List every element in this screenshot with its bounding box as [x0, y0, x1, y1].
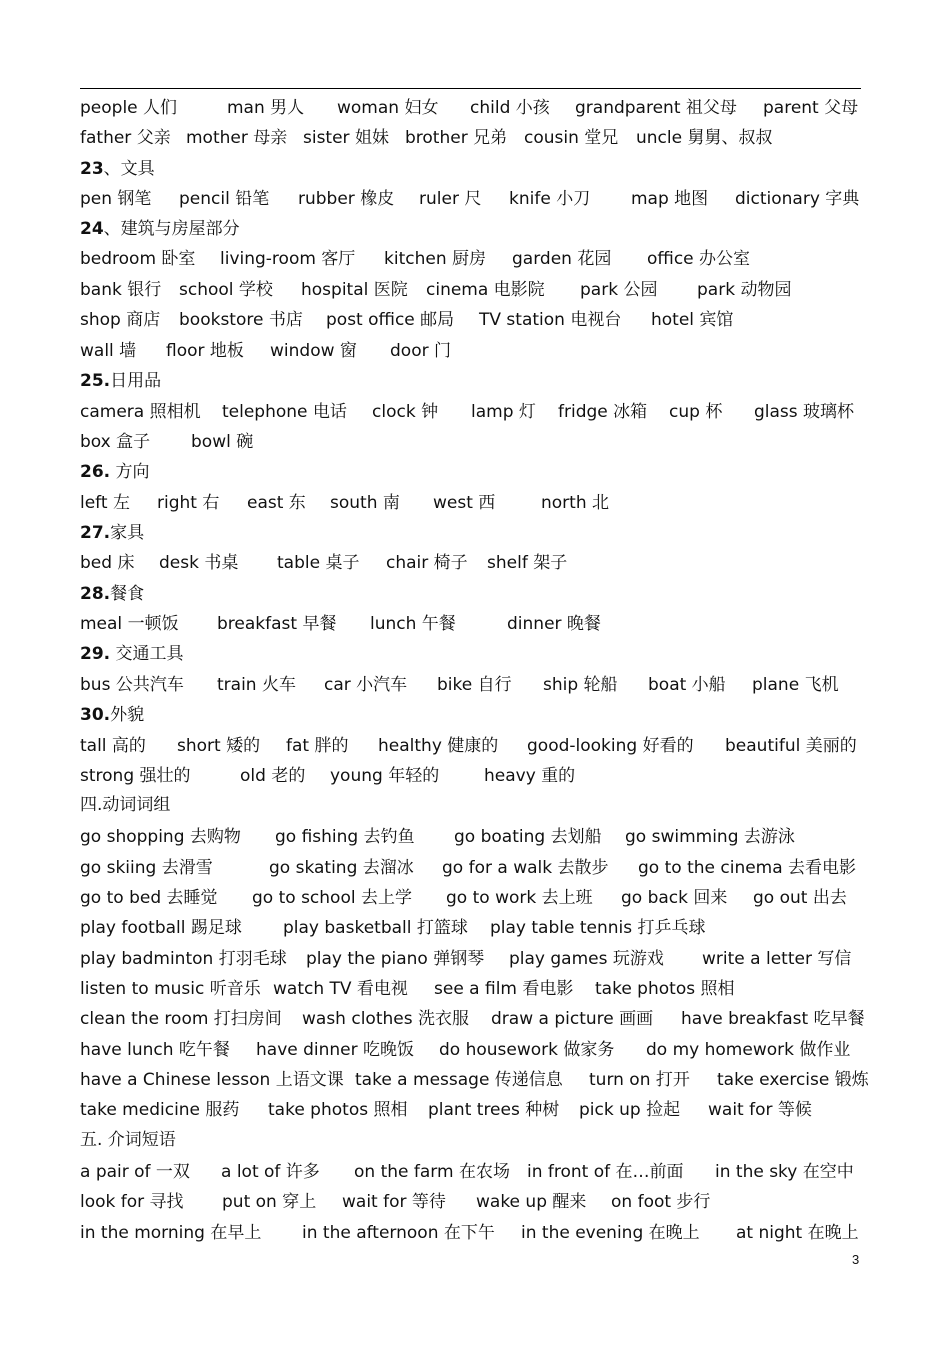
vocab-entry: cup 杯 [669, 402, 723, 422]
vocab-entry: east 东 [247, 493, 306, 513]
vocab-entry: plant trees 种树 [428, 1100, 560, 1120]
vocab-entry: short 矮的 [177, 736, 261, 756]
word-line [80, 612, 870, 636]
vocab-entry: park 动物园 [697, 280, 792, 300]
word-line [80, 734, 870, 758]
section-title: 餐食 [110, 584, 145, 604]
vocab-entry: good-looking 好看的 [527, 736, 694, 756]
vocab-entry: have breakfast 吃早餐 [681, 1009, 865, 1029]
vocab-entry: hotel 宾馆 [651, 310, 734, 330]
vocab-entry: take photos 照相 [595, 979, 735, 999]
vocab-entry: grandparent 祖父母 [575, 98, 737, 118]
section-heading [80, 369, 870, 393]
vocab-entry: knife 小刀 [509, 189, 591, 209]
vocab-entry: rubber 橡皮 [298, 189, 395, 209]
vocab-entry: parent 父母 [763, 98, 859, 118]
vocab-entry: do housework 做家务 [439, 1040, 615, 1060]
vocab-entry: garden 花园 [512, 249, 612, 269]
vocab-entry: go to bed 去睡觉 [80, 888, 218, 908]
word-line [80, 278, 870, 302]
vocab-entry: map 地图 [631, 189, 709, 209]
vocab-entry: camera 照相机 [80, 402, 201, 422]
word-line [80, 1068, 870, 1092]
vocab-entry: bed 床 [80, 553, 135, 573]
section-title: 四.动词词组 [80, 795, 171, 815]
word-line [80, 1190, 870, 1214]
vocab-entry: go shopping 去购物 [80, 827, 241, 847]
vocab-entry: go boating 去划船 [454, 827, 602, 847]
vocab-entry: left 左 [80, 493, 130, 513]
vocab-entry: telephone 电话 [222, 402, 347, 422]
vocab-entry: do my homework 做作业 [646, 1040, 851, 1060]
vocab-entry: mother 母亲 [186, 128, 288, 148]
vocab-entry: in the sky 在空中 [715, 1162, 854, 1182]
vocab-entry: wait for 等候 [708, 1100, 812, 1120]
vocab-entry: kitchen 厨房 [384, 249, 486, 269]
vocab-entry: cinema 电影院 [426, 280, 545, 300]
vocab-entry: a lot of 许多 [221, 1162, 320, 1182]
vocab-entry: bookstore 书店 [179, 310, 303, 330]
section-title: 建筑与房屋部分 [120, 219, 240, 239]
section-heading [80, 793, 870, 817]
vocab-entry: at night 在晚上 [736, 1223, 859, 1243]
vocab-entry: people 人们 [80, 98, 178, 118]
word-line [80, 825, 870, 849]
vocab-entry: shelf 架子 [487, 553, 568, 573]
vocab-entry: healthy 健康的 [378, 736, 499, 756]
vocab-entry: woman 妇女 [337, 98, 439, 118]
word-line [80, 916, 870, 940]
vocab-entry: play basketball 打篮球 [283, 918, 468, 938]
vocab-entry: dictionary 字典 [735, 189, 860, 209]
vocab-entry: put on 穿上 [222, 1192, 317, 1212]
vocab-entry: go to work 去上班 [446, 888, 593, 908]
vocab-entry: brother 兄弟 [405, 128, 508, 148]
vocab-entry: lunch 午餐 [370, 614, 456, 634]
word-line [80, 187, 870, 211]
word-line [80, 126, 870, 150]
vocab-entry: clean the room 打扫房间 [80, 1009, 282, 1029]
vocab-entry: bank 银行 [80, 280, 162, 300]
vocab-entry: breakfast 早餐 [217, 614, 337, 634]
word-line [80, 1221, 870, 1245]
vocab-entry: boat 小船 [648, 675, 726, 695]
vocab-entry: go to school 去上学 [252, 888, 412, 908]
vocab-entry: sister 姐妹 [303, 128, 389, 148]
word-line [80, 1007, 870, 1031]
vocab-entry: desk 书桌 [159, 553, 239, 573]
vocab-entry: young 年轻的 [330, 766, 440, 786]
section-heading [80, 642, 870, 666]
vocab-entry: go for a walk 去散步 [442, 858, 609, 878]
word-line [80, 400, 870, 424]
vocab-entry: take exercise 锻炼 [717, 1070, 869, 1090]
vocab-entry: tall 高的 [80, 736, 146, 756]
vocab-entry: cousin 堂兄 [524, 128, 619, 148]
word-line [80, 430, 870, 454]
section-heading [80, 217, 870, 241]
vocab-entry: watch TV 看电视 [273, 979, 408, 999]
vocab-entry: take photos 照相 [268, 1100, 408, 1120]
section-title: 家具 [110, 523, 145, 543]
section-heading [80, 582, 870, 606]
section-heading [80, 703, 870, 727]
vocab-entry: table 桌子 [277, 553, 360, 573]
vocab-entry: lamp 灯 [471, 402, 536, 422]
vocab-entry: uncle 舅舅、叔叔 [636, 128, 773, 148]
vocab-entry: in the morning 在早上 [80, 1223, 262, 1243]
section-title: 文具 [120, 159, 155, 179]
section-heading [80, 460, 870, 484]
vocab-entry: go back 回来 [621, 888, 728, 908]
vocab-entry: in the afternoon 在下午 [302, 1223, 495, 1243]
word-line [80, 1098, 870, 1122]
vocab-entry: have dinner 吃晚饭 [256, 1040, 415, 1060]
section-heading [80, 157, 870, 181]
vocab-entry: ship 轮船 [543, 675, 618, 695]
vocab-entry: bus 公共汽车 [80, 675, 184, 695]
vocab-entry: go swimming 去游泳 [625, 827, 795, 847]
vocab-entry: look for 寻找 [80, 1192, 184, 1212]
section-number: 30. [80, 705, 111, 725]
vocab-entry: pick up 捡起 [579, 1100, 681, 1120]
vocab-entry: go to the cinema 去看电影 [638, 858, 857, 878]
section-number: 23 [80, 159, 104, 179]
vocab-entry: wall 墙 [80, 341, 137, 361]
vocab-entry: pencil 铅笔 [179, 189, 270, 209]
word-line [80, 308, 870, 332]
word-line [80, 886, 870, 910]
vocab-entry: chair 椅子 [386, 553, 468, 573]
vocab-entry: fat 胖的 [286, 736, 349, 756]
vocab-entry: clock 钟 [372, 402, 439, 422]
section-title: 外貌 [110, 705, 145, 725]
vocab-entry: dinner 晚餐 [507, 614, 601, 634]
vocab-entry: see a film 看电影 [434, 979, 574, 999]
vocab-entry: bike 自行 [437, 675, 512, 695]
word-line [80, 96, 870, 120]
vocab-entry: a pair of 一双 [80, 1162, 190, 1182]
vocab-entry: play games 玩游戏 [509, 949, 664, 969]
word-line [80, 673, 870, 697]
vocab-entry: go out 出去 [753, 888, 847, 908]
vocab-entry: door 门 [390, 341, 451, 361]
vocab-entry: man 男人 [227, 98, 305, 118]
vocab-entry: school 学校 [179, 280, 273, 300]
section-number: 25. [80, 371, 111, 391]
section-heading [80, 1128, 870, 1152]
word-line [80, 1038, 870, 1062]
section-number: 24 [80, 219, 104, 239]
section-title: 日用品 [110, 371, 162, 391]
vocab-entry: floor 地板 [166, 341, 244, 361]
vocab-entry: post office 邮局 [326, 310, 455, 330]
word-line [80, 339, 870, 363]
vocab-entry: play the piano 弹钢琴 [306, 949, 485, 969]
section-number: 28. [80, 584, 111, 604]
vocab-entry: window 窗 [270, 341, 357, 361]
vocab-entry: old 老的 [240, 766, 306, 786]
vocab-entry: strong 强壮的 [80, 766, 191, 786]
vocab-entry: go fishing 去钓鱼 [275, 827, 415, 847]
vocab-entry: south 南 [330, 493, 400, 513]
vocab-entry: right 右 [157, 493, 220, 513]
section-heading [80, 521, 870, 545]
vocab-entry: take medicine 服药 [80, 1100, 240, 1120]
vocab-entry: go skiing 去滑雪 [80, 858, 213, 878]
vocab-entry: meal 一顿饭 [80, 614, 179, 634]
vocab-entry: car 小汽车 [324, 675, 408, 695]
page-number: 3 [852, 1252, 860, 1267]
vocab-entry: go skating 去溜冰 [269, 858, 414, 878]
vocab-entry: box 盒子 [80, 432, 151, 452]
vocab-entry: on foot 步行 [611, 1192, 711, 1212]
vocab-entry: wash clothes 洗衣服 [302, 1009, 469, 1029]
vocab-entry: in the evening 在晚上 [521, 1223, 700, 1243]
vocab-entry: park 公园 [580, 280, 658, 300]
vocab-entry: living-room 客厅 [220, 249, 356, 269]
vocab-entry: on the farm 在农场 [354, 1162, 510, 1182]
vocab-entry: have lunch 吃午餐 [80, 1040, 230, 1060]
vocab-entry: fridge 冰箱 [558, 402, 648, 422]
word-line [80, 977, 870, 1001]
word-line [80, 856, 870, 880]
vocab-entry: take a message 传递信息 [355, 1070, 563, 1090]
section-separator: 、 [103, 219, 121, 239]
section-title: 方向 [115, 462, 150, 482]
vocab-entry: train 火车 [217, 675, 296, 695]
vocab-entry: beautiful 美丽的 [725, 736, 857, 756]
vocab-entry: north 北 [541, 493, 610, 513]
vocab-entry: play badminton 打羽毛球 [80, 949, 287, 969]
section-number: 26. [80, 462, 111, 482]
vocab-entry: wait for 等待 [342, 1192, 446, 1212]
section-title: 五. 介词短语 [80, 1130, 176, 1150]
vocab-entry: in front of 在…前面 [527, 1162, 684, 1182]
word-line [80, 1160, 870, 1184]
vocab-entry: draw a picture 画画 [491, 1009, 654, 1029]
vocab-entry: glass 玻璃杯 [754, 402, 855, 422]
word-line [80, 551, 870, 575]
section-separator: 、 [103, 159, 121, 179]
vocab-entry: write a letter 写信 [702, 949, 852, 969]
word-line [80, 947, 870, 971]
vocab-entry: wake up 醒来 [476, 1192, 587, 1212]
vocab-entry: pen 钢笔 [80, 189, 152, 209]
vocab-entry: plane 飞机 [752, 675, 839, 695]
word-line [80, 247, 870, 271]
vocab-entry: ruler 尺 [419, 189, 482, 209]
section-title: 交通工具 [115, 644, 184, 664]
section-number: 29. [80, 644, 111, 664]
vocab-entry: bedroom 卧室 [80, 249, 196, 269]
vocab-entry: turn on 打开 [589, 1070, 690, 1090]
vocab-entry: hospital 医院 [301, 280, 408, 300]
vocab-entry: heavy 重的 [484, 766, 576, 786]
vocab-entry: TV station 电视台 [479, 310, 622, 330]
vocab-entry: bowl 碗 [191, 432, 254, 452]
word-line [80, 491, 870, 515]
vocab-entry: west 西 [433, 493, 496, 513]
vocab-entry: father 父亲 [80, 128, 171, 148]
word-line [80, 764, 870, 788]
section-number: 27. [80, 523, 111, 543]
vocab-entry: child 小孩 [470, 98, 550, 118]
vocab-entry: have a Chinese lesson 上语文课 [80, 1070, 344, 1090]
vocab-entry: listen to music 听音乐 [80, 979, 261, 999]
vocab-entry: shop 商店 [80, 310, 161, 330]
vocab-entry: office 办公室 [647, 249, 751, 269]
vocab-entry: play football 踢足球 [80, 918, 242, 938]
vocab-entry: play table tennis 打乒乓球 [490, 918, 706, 938]
